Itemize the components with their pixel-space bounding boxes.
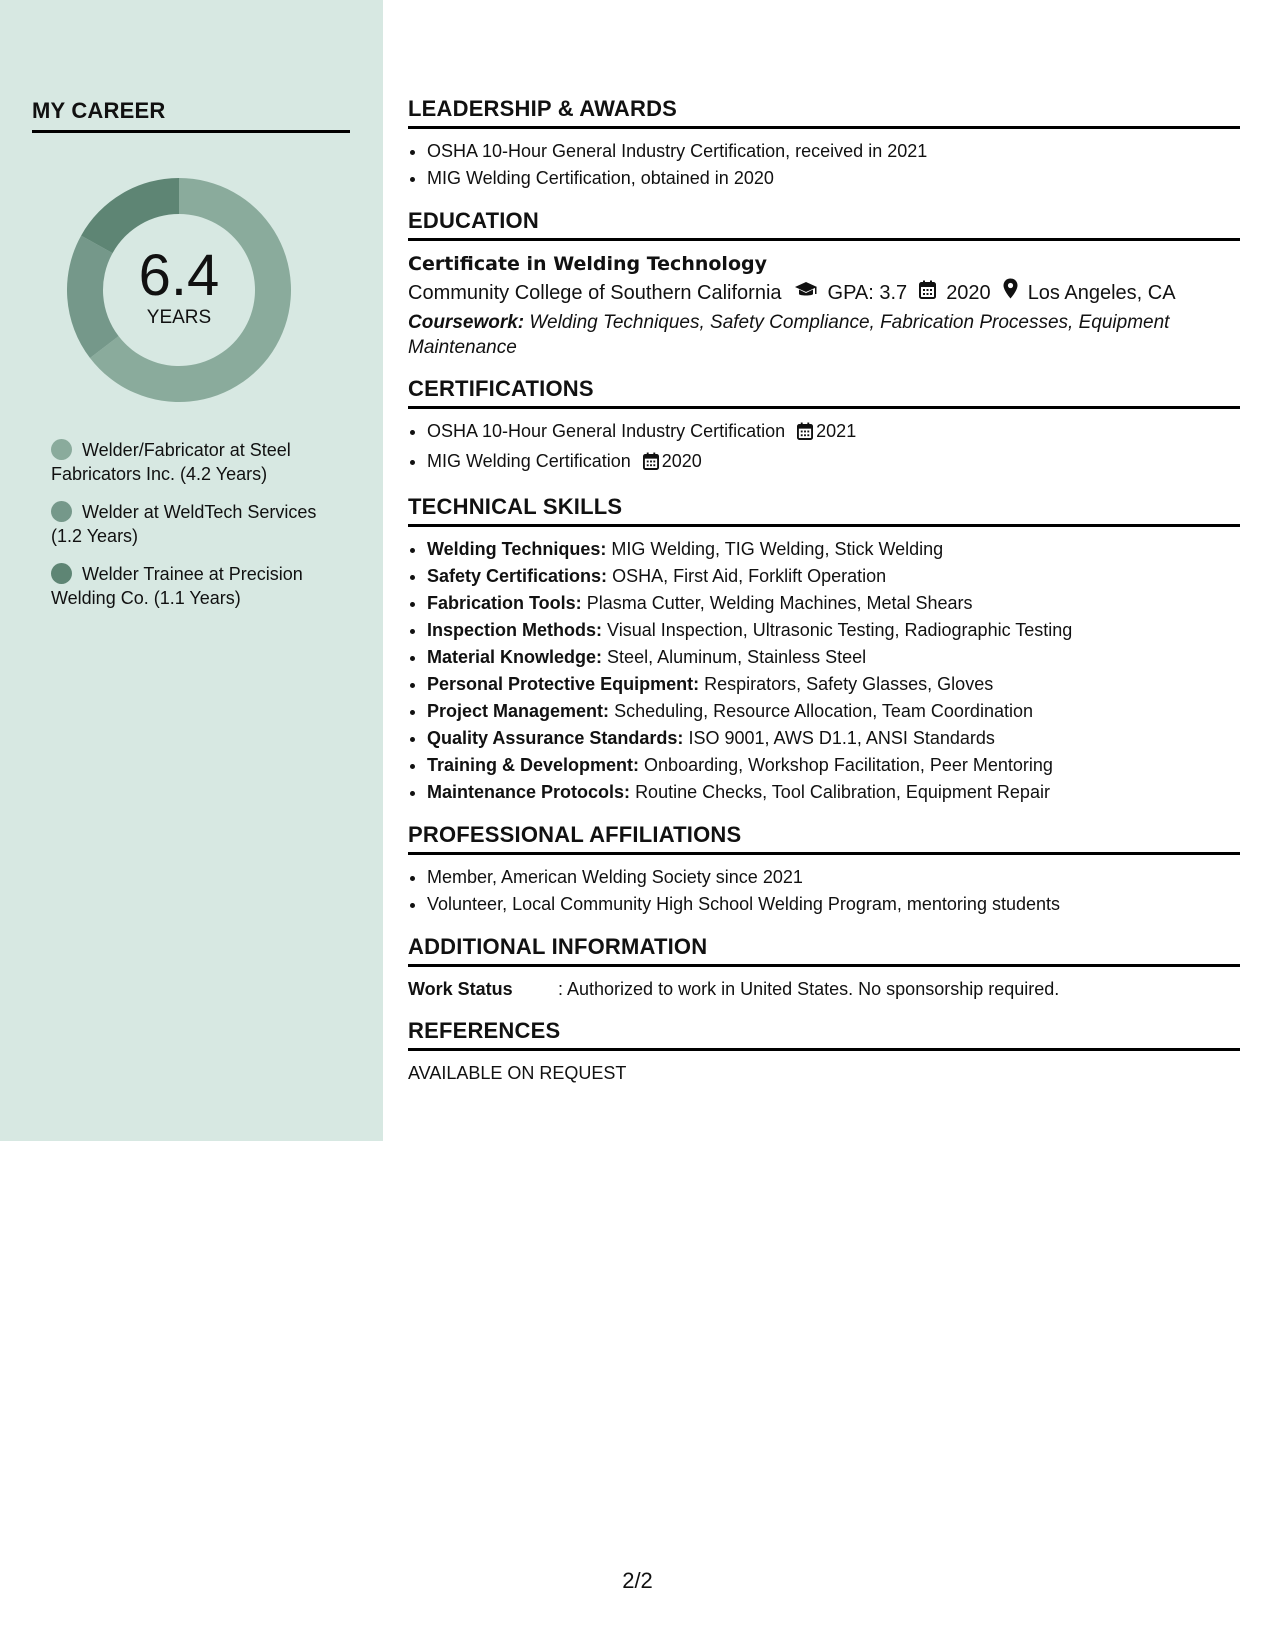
career-donut-chart xyxy=(67,178,291,402)
skill-value: Visual Inspection, Ultrasonic Testing, Radiographic Testing xyxy=(607,620,1073,640)
skill-label: Fabrication Tools: xyxy=(427,593,582,613)
skills-list xyxy=(408,536,1240,806)
certification-name: OSHA 10-Hour General Industry Certification xyxy=(427,421,786,441)
legend-dot-icon xyxy=(51,563,72,584)
education-coursework xyxy=(408,310,1240,360)
work-status-value: : Authorized to work in United States. No sponsorship required. xyxy=(558,979,1060,999)
skill-value: MIG Welding, TIG Welding, Stick Welding xyxy=(611,539,944,559)
list-item xyxy=(427,448,1240,478)
skills-title: TECHNICAL SKILLS xyxy=(408,494,1240,527)
education-gpa: GPA: 3.7 xyxy=(827,282,908,304)
skill-value: Routine Checks, Tool Calibration, Equipment Repair xyxy=(635,782,1050,802)
education-location: Los Angeles, CA xyxy=(1027,282,1176,304)
references-title: REFERENCES xyxy=(408,1018,1240,1051)
skill-value: Respirators, Safety Glasses, Gloves xyxy=(704,674,994,694)
leadership-list xyxy=(408,138,1240,192)
education-school: Community College of Southern California xyxy=(408,282,782,304)
certifications-title: CERTIFICATIONS xyxy=(408,376,1240,409)
affiliations-title: PROFESSIONAL AFFILIATIONS xyxy=(408,822,1240,855)
certifications-list xyxy=(408,418,1240,478)
skill-label: Project Management: xyxy=(427,701,610,721)
certification-name: MIG Welding Certification xyxy=(427,451,631,471)
career-sidebar xyxy=(0,0,383,1141)
affiliations-section xyxy=(408,822,1240,918)
career-heading: MY CAREER xyxy=(32,98,350,133)
list-item xyxy=(427,536,1240,563)
list-item: • MIG Welding Certification, obtained in 2020 xyxy=(427,165,1240,192)
list-item xyxy=(427,725,1240,752)
leadership-section xyxy=(408,96,1240,192)
list-item xyxy=(427,752,1240,779)
skill-value: Onboarding, Workshop Facilitation, Peer Mentoring xyxy=(644,755,1053,775)
list-item: • Volunteer, Local Community High School Welding Program, mentoring students xyxy=(427,891,1240,918)
career-item-label: Welder at WeldTech Services (1.2 Years) xyxy=(51,502,317,546)
education-title: EDUCATION xyxy=(408,208,1240,241)
references-text: AVAILABLE ON REQUEST xyxy=(408,1063,627,1083)
list-item xyxy=(427,418,1240,448)
certification-year: 2021 xyxy=(816,421,857,441)
skill-value: Scheduling, Resource Allocation, Team Coordination xyxy=(614,701,1033,721)
skill-label: Quality Assurance Standards: xyxy=(427,728,684,748)
skills-section xyxy=(408,494,1240,806)
list-item: • OSHA 10-Hour General Industry Certification, received in 2021 xyxy=(427,138,1240,165)
legend-dot-icon xyxy=(51,439,72,460)
list-item xyxy=(427,563,1240,590)
skill-value: Steel, Aluminum, Stainless Steel xyxy=(607,647,867,667)
certification-year: 2020 xyxy=(661,451,702,471)
career-legend xyxy=(51,438,351,624)
resume-main-column xyxy=(408,96,1240,1102)
education-year: 2020 xyxy=(946,282,991,304)
career-item xyxy=(51,438,351,486)
graduation-cap-icon xyxy=(794,278,818,308)
work-status-row xyxy=(408,976,1240,1002)
calendar-icon xyxy=(643,451,659,478)
skill-label: Maintenance Protocols: xyxy=(427,782,631,802)
calendar-icon xyxy=(797,421,813,448)
additional-info-section xyxy=(408,934,1240,1002)
total-years-unit: YEARS xyxy=(146,307,212,328)
education-degree: Certificate in Welding Technology xyxy=(408,253,767,275)
career-item xyxy=(51,500,351,548)
calendar-icon xyxy=(919,278,936,308)
career-item-label: Welder/Fabricator at Steel Fabricators Inc. (4.2 Years) xyxy=(51,440,291,484)
map-pin-icon xyxy=(1003,278,1018,308)
certifications-section xyxy=(408,376,1240,478)
list-item xyxy=(427,590,1240,617)
affiliations-list xyxy=(408,864,1240,918)
skill-value: OSHA, First Aid, Forklift Operation xyxy=(612,566,887,586)
skill-label: Welding Techniques: xyxy=(427,539,607,559)
list-item xyxy=(427,698,1240,725)
coursework-label: Coursework: xyxy=(408,312,525,333)
education-section xyxy=(408,208,1240,360)
work-status-label: Work Status xyxy=(408,979,513,999)
list-item xyxy=(427,617,1240,644)
list-item xyxy=(427,644,1240,671)
donut-center xyxy=(67,178,291,402)
list-item xyxy=(427,671,1240,698)
list-item: • Member, American Welding Society since 2021 xyxy=(427,864,1240,891)
skill-value: ISO 9001, AWS D1.1, ANSI Standards xyxy=(688,728,995,748)
skill-label: Training & Development: xyxy=(427,755,640,775)
skill-label: Personal Protective Equipment: xyxy=(427,674,700,694)
career-item xyxy=(51,562,351,610)
coursework-value: Welding Techniques, Safety Compliance, Fabrication Processes, Equipment Maintenance xyxy=(408,312,1170,358)
education-meta xyxy=(408,278,1240,308)
references-section xyxy=(408,1018,1240,1086)
leadership-title: LEADERSHIP & AWARDS xyxy=(408,96,1240,129)
skill-label: Inspection Methods: xyxy=(427,620,602,640)
total-years-value: 6.4 xyxy=(138,243,220,308)
legend-dot-icon xyxy=(51,501,72,522)
additional-info-title: ADDITIONAL INFORMATION xyxy=(408,934,1240,967)
skill-value: Plasma Cutter, Welding Machines, Metal Shears xyxy=(586,593,973,613)
list-item xyxy=(427,779,1240,806)
skill-label: Material Knowledge: xyxy=(427,647,603,667)
career-item-label: Welder Trainee at Precision Welding Co. (1.1 Years) xyxy=(51,564,303,608)
page-number: 2/2 xyxy=(622,1568,653,1593)
skill-label: Safety Certifications: xyxy=(427,566,608,586)
